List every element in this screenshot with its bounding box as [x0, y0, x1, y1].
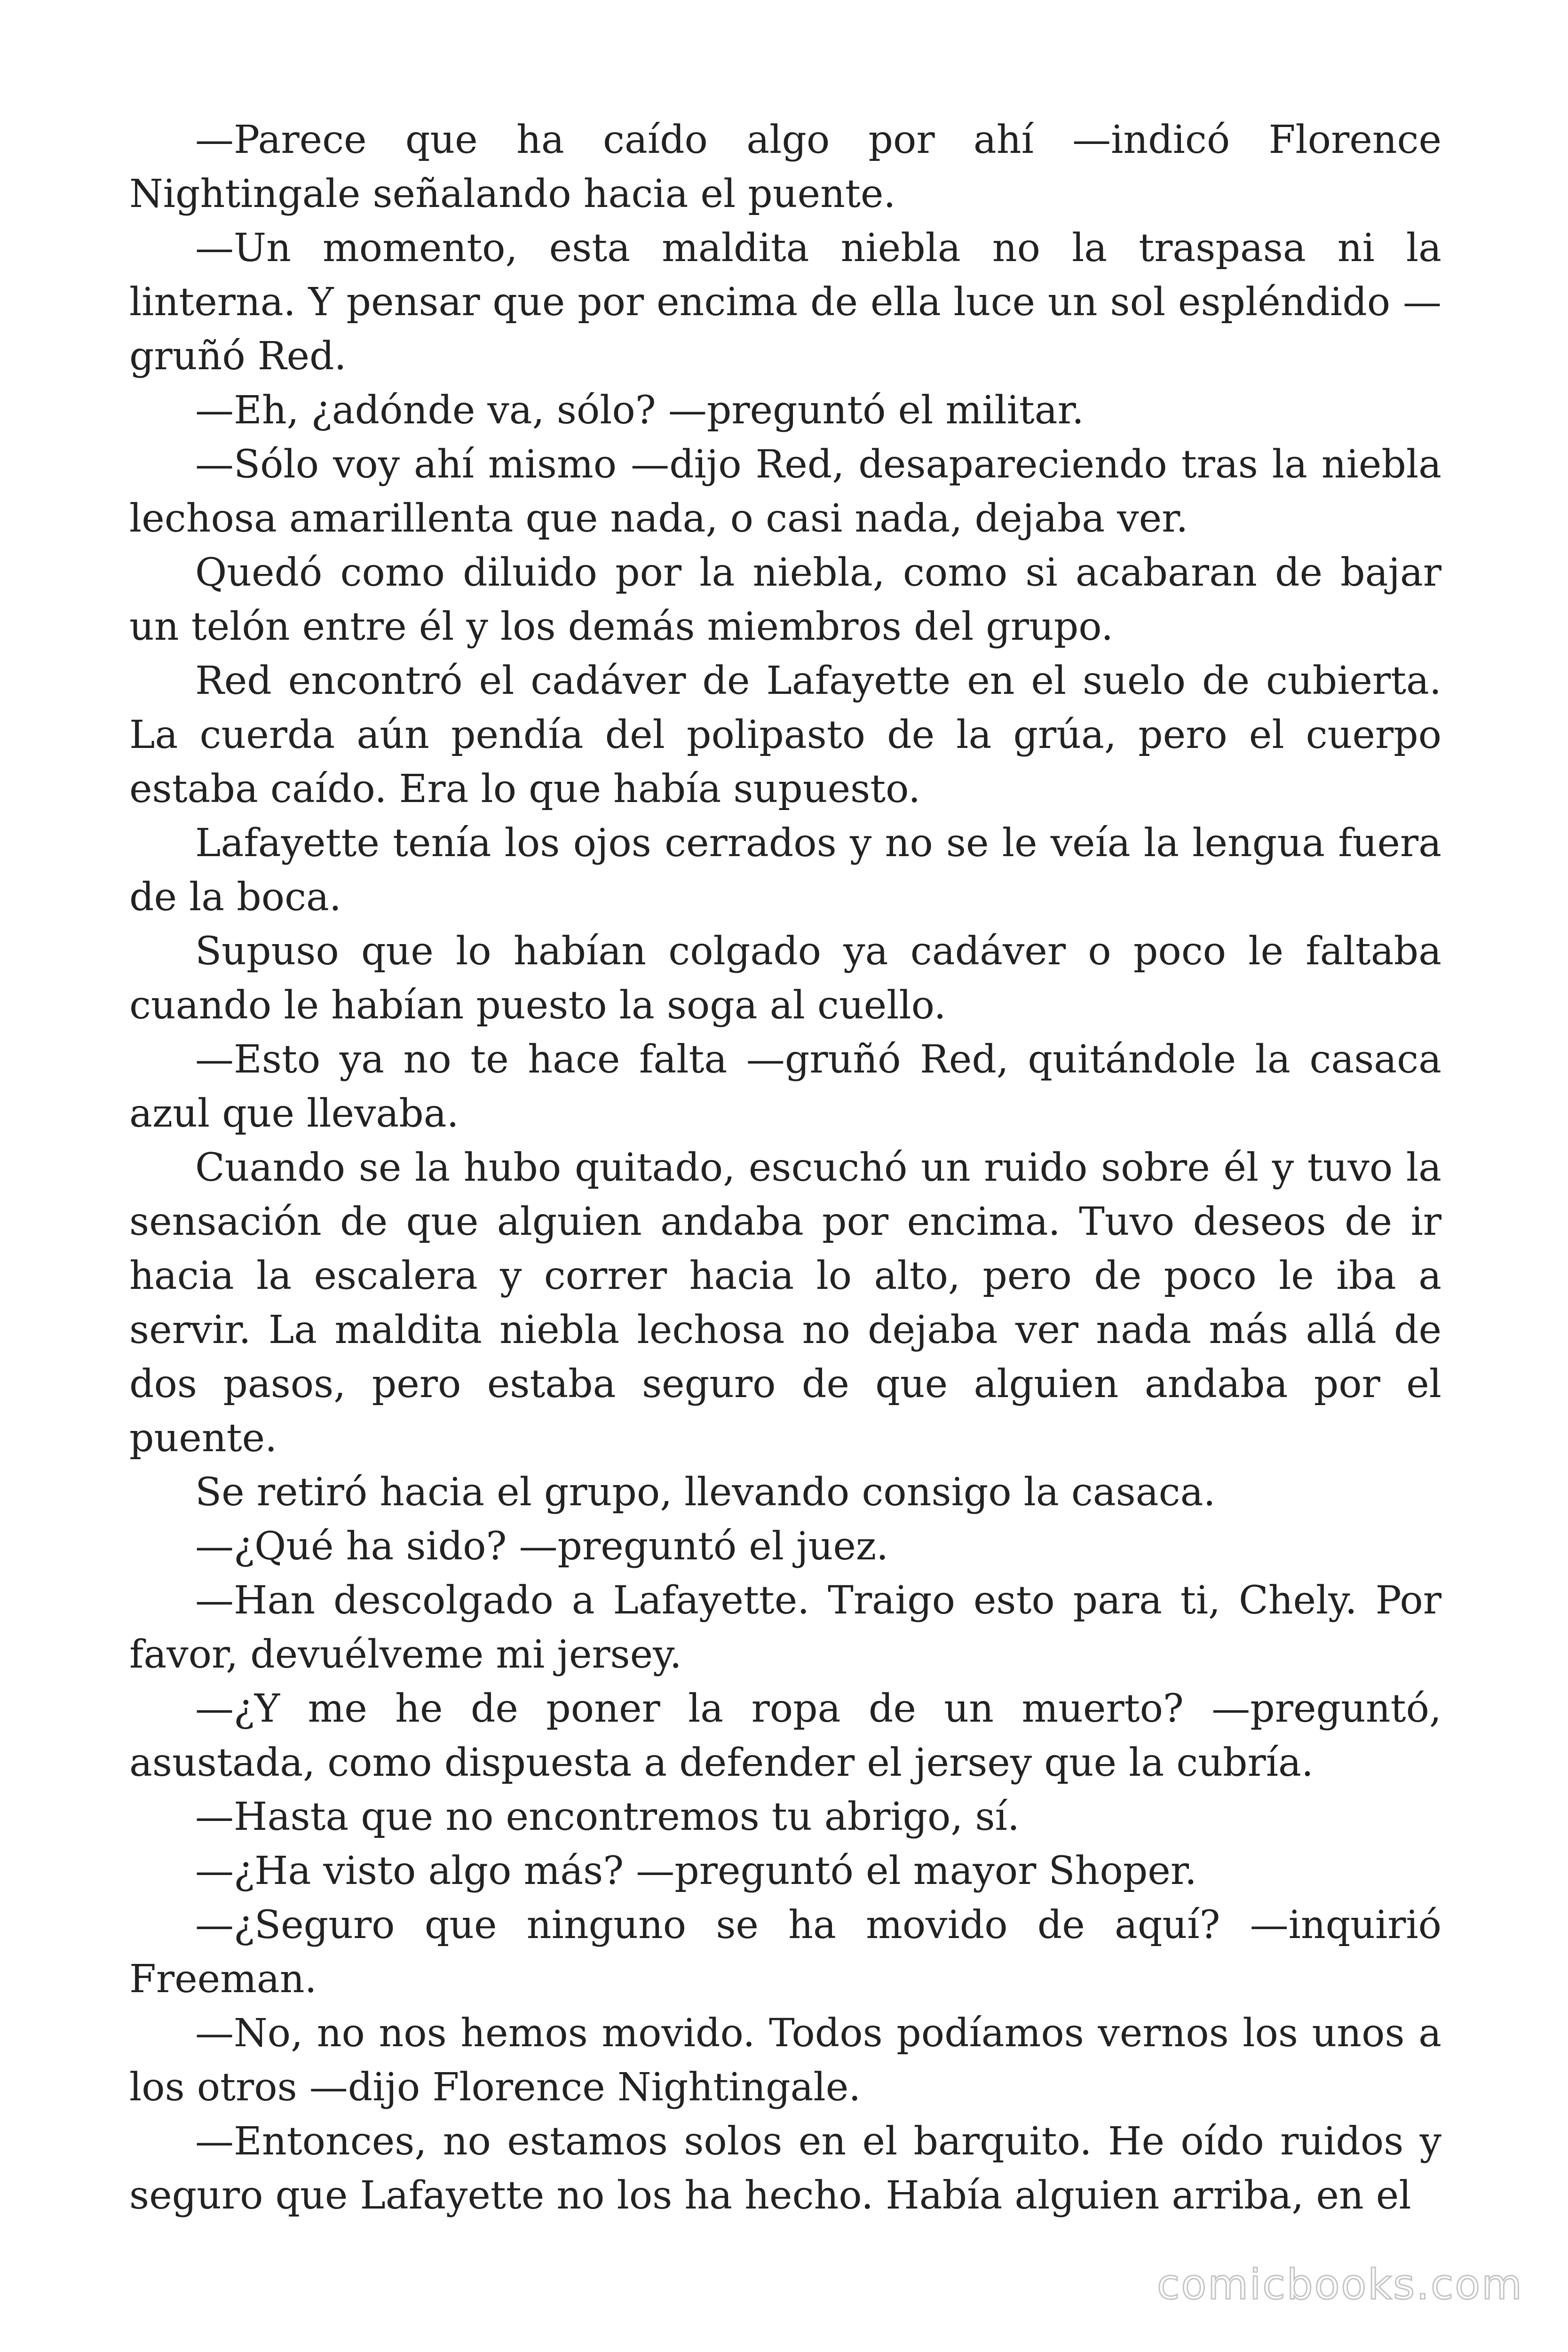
- paragraph-2: —Un momento, esta maldita niebla no la traspasa ni la linterna. Y pensar que por encima de ella luce un sol espléndido —gruñó Red.: [129, 226, 1441, 379]
- paragraph-9: —Esto ya no te hace falta —gruñó Red, quitándole la casaca azul que llevaba.: [129, 1037, 1441, 1136]
- paragraph-6: Red encontró el cadáver de Lafayette en el suelo de cubierta. La cuerda aún pendía del polipasto de la grúa, pero el cuerpo estaba caído. Era lo que había supuesto.: [129, 659, 1441, 811]
- paragraph-4: —Sólo voy ahí mismo —dijo Red, desapareciendo tras la niebla lechosa amarillenta que nada, o casi nada, dejaba ver.: [129, 442, 1441, 541]
- watermark-text: comicbooks.com: [1156, 2260, 1523, 2309]
- paragraph-5: Quedó como diluido por la niebla, como si acabaran de bajar un telón entre él y los demás miembros del grupo.: [129, 550, 1441, 649]
- paragraph-7: Lafayette tenía los ojos cerrados y no se le veía la lengua fuera de la boca.: [129, 821, 1441, 920]
- paragraph-18: —No, no nos hemos movido. Todos podíamos vernos los unos a los otros —dijo Florence Nightingale.: [129, 2011, 1441, 2110]
- paragraph-12: —¿Qué ha sido? —preguntó el juez.: [195, 1524, 889, 1569]
- paragraph-1: —Parece que ha caído algo por ahí —indicó Florence Nightingale señalando hacia el puente.: [129, 118, 1441, 216]
- paragraph-8: Supuso que lo habían colgado ya cadáver o poco le faltaba cuando le habían puesto la soga al cuello.: [129, 929, 1441, 1028]
- paragraph-17: —¿Seguro que ninguno se ha movido de aquí? —inquirió Freeman.: [129, 1903, 1441, 2002]
- paragraph-13: —Han descolgado a Lafayette. Traigo esto para ti, Chely. Por favor, devuélveme mi jersey.: [129, 1578, 1441, 1677]
- paragraph-10: Cuando se la hubo quitado, escuchó un ruido sobre él y tuvo la sensación de que alguien andaba por encima. Tuvo deseos de ir hacia la escalera y correr hacia lo alto, pero de poco le iba a servir. La maldita niebla lechosa no dejaba ver nada más allá de dos pasos, pero estaba seguro de que alguien andaba por el puente.: [129, 1145, 1441, 1461]
- paragraph-11: Se retiró hacia el grupo, llevando consigo la casaca.: [195, 1470, 1216, 1515]
- paragraph-16: —¿Ha visto algo más? —preguntó el mayor Shoper.: [195, 1849, 1197, 1893]
- book-page-text: [129, 113, 1441, 2223]
- paragraph-14: —¿Y me he de poner la ropa de un muerto? —preguntó, asustada, como dispuesta a defender el jersey que la cubría.: [129, 1686, 1441, 1785]
- paragraph-15: —Hasta que no encontremos tu abrigo, sí.: [195, 1795, 1020, 1839]
- paragraph-3: —Eh, ¿adónde va, sólo? —preguntó el militar.: [195, 388, 1084, 433]
- paragraph-19: —Entonces, no estamos solos en el barquito. He oído ruidos y seguro que Lafayette no los ha hecho. Había alguien arriba, en el: [129, 2119, 1441, 2218]
